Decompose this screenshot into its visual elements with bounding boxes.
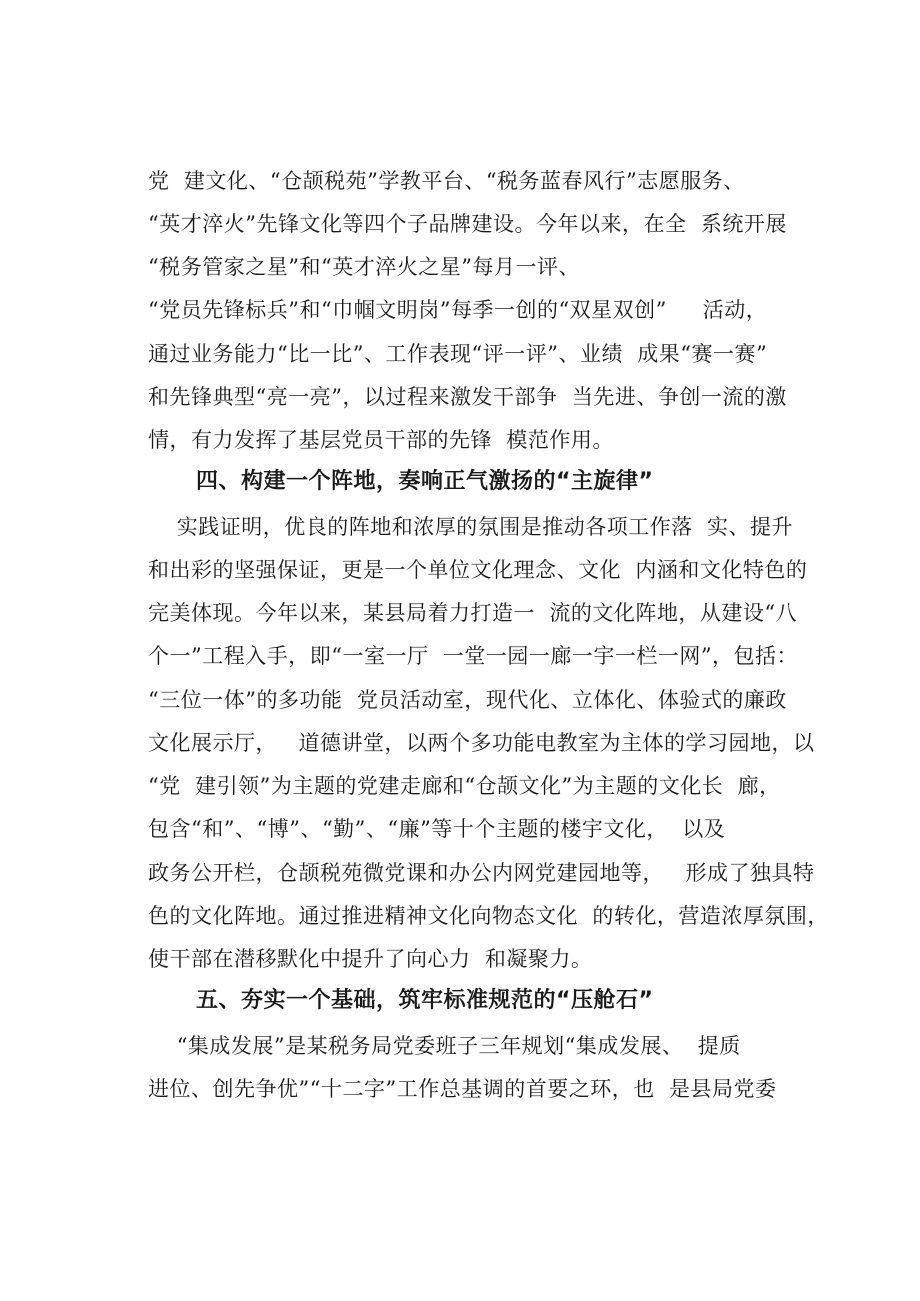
paragraph-line: 政务公开栏，仓颉税苑微党课和办公内网党建园地等， 形成了独具特	[148, 861, 815, 885]
paragraph-line: 个一”工程入手，即“一室一厅 一堂一园一廊一宇一栏一网”，包括：	[148, 644, 799, 668]
section-heading-4: 四、构建一个阵地，奏响正气激扬的“主旋律”	[196, 469, 654, 494]
paragraph-line: 进位、创先争优”“十二字”工作总基调的首要之环，也 是县局党委	[148, 1077, 777, 1101]
paragraph-line: 党 建文化、“仓颉税苑”学教平台、“税务蓝春风行”志愿服务、	[148, 169, 745, 193]
paragraph-line: “三位一体”的多功能 党员活动室，现代化、立体化、体验式的廉政	[148, 688, 787, 712]
paragraph-line: 情，有力发挥了基层党员干部的先锋 模范作用。	[148, 428, 614, 452]
paragraph-line: 包含“和”、“博”、“勤”、“廉”等十个主题的楼宇文化， 以及	[148, 817, 726, 841]
paragraph-line: “党员先锋标兵”和“巾帼文明岗”每季一创的“双星双创” 活动，	[148, 298, 768, 322]
paragraph-line: “英才淬火”先锋文化等四个子品牌建设。今年以来，在全 系统开展	[148, 212, 787, 236]
paragraph-line: 文化展示厅， 道德讲堂，以两个多功能电教室为主体的学习园地，以	[148, 731, 815, 755]
section-heading-5: 五、夯实一个基础，筑牢标准规范的“压舱石”	[196, 988, 654, 1013]
paragraph-line: 使干部在潜移默化中提升了向心力 和凝聚力。	[148, 947, 593, 971]
paragraph-line: 色的文化阵地。通过推进精神文化向物态文化 的转化，营造浓厚氛围，	[148, 904, 829, 928]
paragraph-line: 完美体现。今年以来，某县局着力打造一 流的文化阵地，从建设“八	[148, 601, 798, 625]
paragraph-line: 通过业务能力“比一比”、工作表现“评一评”、业绩 成果“赛一赛”	[148, 342, 768, 366]
paragraph-line: “税务管家之星”和“英才淬火之星”每月一评、	[148, 255, 580, 279]
paragraph-line: 和出彩的坚强保证，更是一个单位文化理念、文化 内涵和文化特色的	[148, 558, 808, 582]
paragraph-line: 实践证明，优良的阵地和浓厚的氛围是推动各项工作落 实、提升	[148, 515, 794, 539]
paragraph-line: 和先锋典型“亮一亮”，以过程来激发干部争 当先进、争创一流的激	[148, 385, 787, 409]
paragraph-line: “党 建引领”为主题的党建走廊和“仓颉文化”为主题的文化长 廊，	[148, 774, 781, 798]
paragraph-line: “集成发展”是某税务局党委班子三年规划“集成发展、 提质	[148, 1034, 741, 1058]
